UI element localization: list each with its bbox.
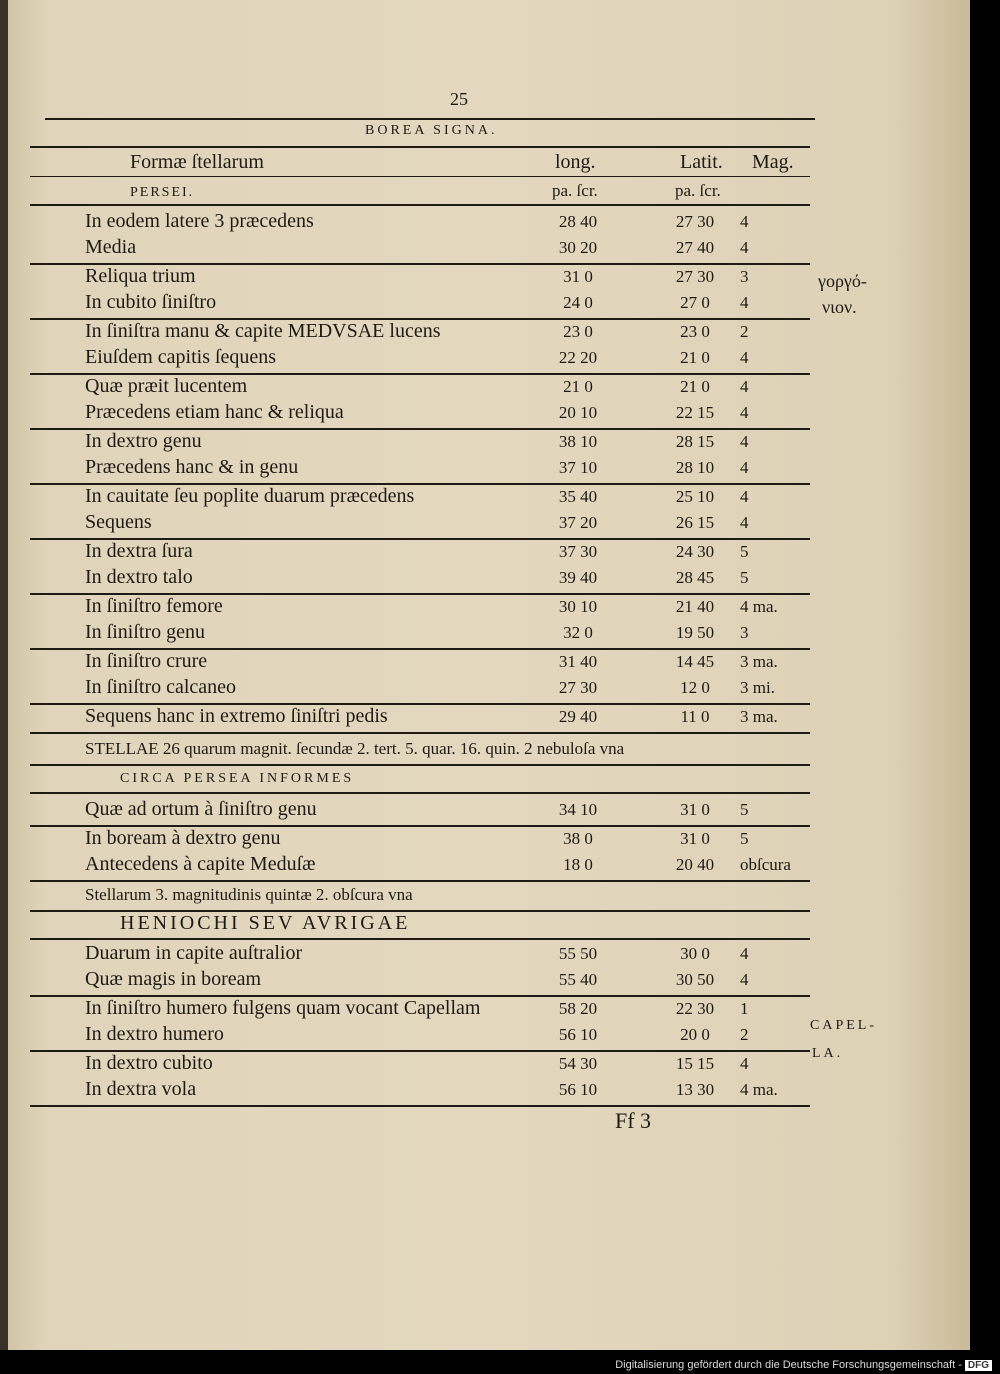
magnitude-value: 4	[740, 487, 749, 506]
summary-line-2: Stellarum 3. magnitudinis quintæ 2. obſcura vna	[85, 885, 413, 904]
magnitude-value: 3	[740, 623, 749, 642]
longitude-value: 24 0	[563, 293, 593, 312]
longitude-value: 39 40	[558, 568, 598, 587]
row-divider	[30, 938, 810, 940]
longitude-value: 23 0	[563, 322, 593, 341]
star-description: Præcedens etiam hanc & reliqua	[85, 401, 344, 423]
magnitude-value: 4	[740, 432, 749, 451]
row-divider	[30, 732, 810, 734]
longitude-value: 35 40	[558, 487, 598, 506]
latitude-value: 11 0	[680, 707, 710, 726]
latitude-value: 22 30	[675, 999, 715, 1018]
longitude-value: 29 40	[558, 707, 598, 726]
star-description: In eodem latere 3 præcedens	[85, 210, 314, 232]
longitude-value: 38 0	[563, 829, 593, 848]
latitude-value: 13 30	[675, 1080, 715, 1099]
row-divider	[30, 880, 810, 882]
column-header-mag: Mag.	[752, 151, 794, 173]
magnitude-value: 2	[740, 1025, 749, 1044]
magnitude-value: 4	[740, 238, 749, 257]
star-description: In ſiniſtro genu	[85, 621, 205, 643]
latitude-value: 27 30	[675, 212, 715, 231]
latitude-value: 31 0	[680, 829, 710, 848]
star-description: Quæ præit lucentem	[85, 375, 248, 397]
longitude-value: 54 30	[558, 1054, 598, 1073]
margin-note-greek-2: νιον.	[822, 297, 857, 317]
magnitude-value: 4	[740, 970, 749, 989]
star-description: Præcedens hanc & in genu	[85, 456, 299, 478]
longitude-value: 55 40	[558, 970, 598, 989]
auriga-title: HENIOCHI SEV AVRIGAE	[120, 912, 411, 934]
latitude-value: 27 40	[675, 238, 715, 257]
magnitude-value: 1	[740, 999, 749, 1018]
star-description: Sequens	[85, 511, 152, 533]
longitude-value: 55 50	[558, 944, 598, 963]
latitude-value: 20 0	[680, 1025, 710, 1044]
longitude-value: 56 10	[558, 1025, 598, 1044]
latitude-value: 14 45	[675, 652, 715, 671]
longitude-value: 34 10	[558, 800, 598, 819]
magnitude-value: 5	[740, 568, 749, 587]
magnitude-value: 5	[740, 800, 749, 819]
latitude-value: 19 50	[675, 623, 715, 642]
longitude-value: 20 10	[558, 403, 598, 422]
magnitude-value: 4	[740, 293, 749, 312]
magnitude-value: 4	[740, 212, 749, 231]
magnitude-value: 3 ma.	[740, 707, 778, 726]
star-description: In cubito ſiniſtro	[85, 291, 217, 313]
star-description: Reliqua trium	[85, 265, 196, 287]
star-description: Duarum in capite auſtralior	[85, 942, 303, 964]
magnitude-value: 4	[740, 458, 749, 477]
latitude-value: 25 10	[675, 487, 715, 506]
longitude-value: 56 10	[558, 1080, 598, 1099]
margin-note-capella: CAPEL-	[810, 1018, 877, 1033]
magnitude-value: 2	[740, 322, 749, 341]
magnitude-value: 4	[740, 377, 749, 396]
latitude-value: 15 15	[675, 1054, 715, 1073]
row-divider	[30, 792, 810, 794]
magnitude-value: 4	[740, 348, 749, 367]
longitude-value: 58 20	[558, 999, 598, 1018]
magnitude-value: 5	[740, 829, 749, 848]
magnitude-value: obſcura	[740, 855, 791, 874]
latitude-value: 12 0	[680, 678, 710, 697]
longitude-value: 32 0	[563, 623, 593, 642]
latitude-value: 21 0	[680, 377, 710, 396]
longitude-value: 30 20	[558, 238, 598, 257]
longitude-value: 18 0	[563, 855, 593, 874]
row-divider	[30, 1105, 810, 1107]
star-description: Eiuſdem capitis ſequens	[85, 346, 277, 368]
footer-text: Digitalisierung gefördert durch die Deutsche Forschungsgemeinschaft -	[615, 1359, 962, 1371]
star-description: In dextra vola	[85, 1078, 197, 1100]
column-header-long: long.	[555, 151, 596, 173]
latitude-value: 31 0	[680, 800, 710, 819]
latitude-value: 26 15	[675, 513, 715, 532]
star-description: Antecedens à capite Meduſæ	[85, 853, 316, 875]
star-description: Quæ ad ortum à ſiniſtro genu	[85, 798, 317, 820]
star-description: In dextro genu	[85, 430, 202, 452]
magnitude-value: 4	[740, 1054, 749, 1073]
section-title: BOREA SIGNA.	[365, 123, 498, 138]
star-description: In ſiniſtra manu & capite MEDVSAE lucens	[85, 320, 441, 342]
magnitude-value: 4 ma.	[740, 1080, 778, 1099]
header-rule-2	[30, 176, 810, 177]
header-rule	[30, 146, 810, 148]
longitude-value: 37 10	[558, 458, 598, 477]
star-description: In dextra ſura	[85, 540, 193, 562]
margin-note-greek: γοργό-	[818, 271, 867, 291]
magnitude-value: 3 ma.	[740, 652, 778, 671]
star-description: In ſiniſtro femore	[85, 595, 223, 617]
star-description: Media	[85, 236, 137, 258]
star-description: In ſiniſtro humero fulgens quam vocant Capellam	[85, 997, 481, 1019]
column-header-lat: Latit.	[680, 151, 723, 173]
star-description: Sequens hanc in extremo ſiniſtri pedis	[85, 705, 388, 727]
latitude-value: 30 50	[675, 970, 715, 989]
longitude-value: 31 0	[563, 267, 593, 286]
header-rule-3	[30, 204, 810, 206]
longitude-value: 21 0	[563, 377, 593, 396]
longitude-value: 28 40	[558, 212, 598, 231]
magnitude-value: 3	[740, 267, 749, 286]
signature-mark: Ff 3	[615, 1108, 652, 1133]
latitude-value: 21 40	[675, 597, 715, 616]
magnitude-value: 5	[740, 542, 749, 561]
star-description: In boream à dextro genu	[85, 827, 281, 849]
summary-line: STELLAE 26 quarum magnit. ſecundæ 2. tert. 5. quar. 16. quin. 2 nebuloſa vna	[85, 739, 625, 758]
latitude-value: 24 30	[675, 542, 715, 561]
page-number: 25	[450, 89, 468, 109]
longitude-value: 22 20	[558, 348, 598, 367]
magnitude-value: 4	[740, 944, 749, 963]
latitude-value: 28 45	[675, 568, 715, 587]
long-units: pa. ſcr.	[552, 181, 598, 200]
magnitude-value: 4	[740, 513, 749, 532]
latitude-value: 28 10	[675, 458, 715, 477]
longitude-value: 37 20	[558, 513, 598, 532]
dfg-logo: DFG	[965, 1360, 992, 1371]
latitude-value: 27 0	[680, 293, 710, 312]
star-description: In cauitate ſeu poplite duarum præcedens	[85, 485, 415, 507]
star-description: In dextro humero	[85, 1023, 224, 1045]
longitude-value: 37 30	[558, 542, 598, 561]
magnitude-value: 3 mi.	[740, 678, 775, 697]
latitude-value: 21 0	[680, 348, 710, 367]
digitization-footer	[615, 1359, 992, 1371]
magnitude-value: 4 ma.	[740, 597, 778, 616]
star-description: In dextro cubito	[85, 1052, 213, 1074]
star-description: Quæ magis in boream	[85, 968, 262, 990]
latitude-value: 30 0	[680, 944, 710, 963]
star-description: In ſiniſtro crure	[85, 650, 208, 672]
row-divider	[30, 764, 810, 766]
lat-units: pa. ſcr.	[675, 181, 721, 200]
latitude-value: 23 0	[680, 322, 710, 341]
constellation-name: PERSEI.	[130, 185, 195, 200]
star-description: In dextro talo	[85, 566, 193, 588]
latitude-value: 28 15	[675, 432, 715, 451]
longitude-value: 38 10	[558, 432, 598, 451]
longitude-value: 27 30	[558, 678, 598, 697]
longitude-value: 31 40	[558, 652, 598, 671]
star-description: In ſiniſtro calcaneo	[85, 676, 237, 698]
margin-note-capella-2: LA.	[812, 1046, 844, 1061]
informes-title: CIRCA PERSEA INFORMES	[120, 771, 355, 786]
latitude-value: 22 15	[675, 403, 715, 422]
column-header-forms: Formæ ſtellarum	[130, 151, 264, 173]
longitude-value: 30 10	[558, 597, 598, 616]
magnitude-value: 4	[740, 403, 749, 422]
latitude-value: 20 40	[675, 855, 715, 874]
latitude-value: 27 30	[675, 267, 715, 286]
